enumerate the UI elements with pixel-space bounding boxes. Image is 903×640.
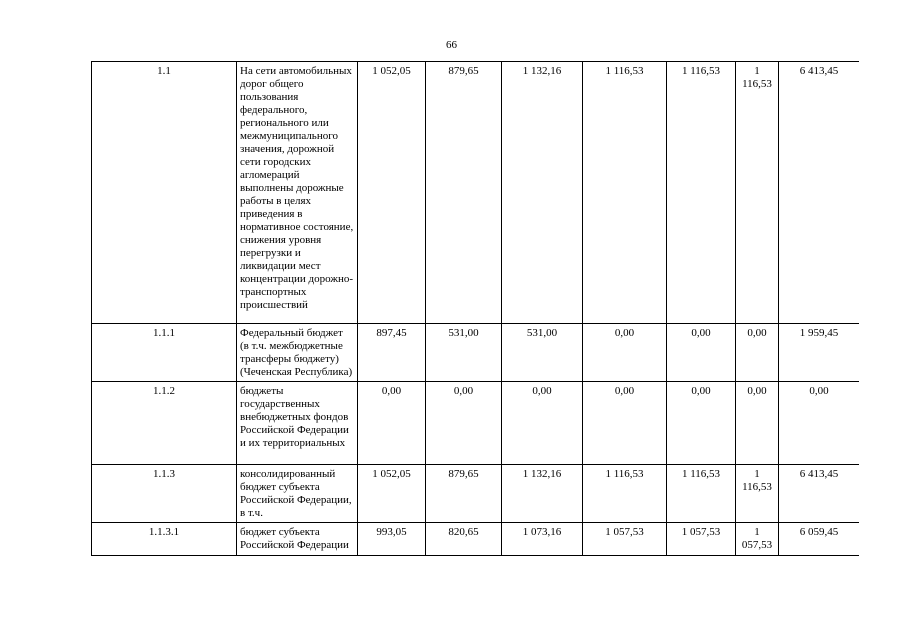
value-cell: 897,45 [358, 324, 426, 382]
table-row [92, 324, 860, 382]
value-cell: 0,00 [736, 382, 779, 465]
row-description [237, 382, 358, 465]
row-description: консолидированный бюджет субъекта Российской Федерации, в т.ч. [237, 465, 358, 523]
table-row [92, 382, 860, 465]
row-description: бюджет субъекта Российской Федерации [237, 523, 358, 557]
row-number: 1.1.3 [92, 465, 237, 523]
value-cell: 1 116,53 [736, 62, 779, 324]
value-cell: 1 116,53 [667, 62, 736, 324]
value-cell: 1 132,16 [502, 465, 583, 523]
row-description-text: бюджеты государственных внебюджетных фондов Российской Федерации и их территориальных [240, 385, 349, 449]
row-description: Федеральный бюджет (в т.ч. межбюджетные трансферы бюджету) (Чеченская Республика) [237, 324, 358, 382]
value-cell: 0,00 [736, 324, 779, 382]
budget-table [91, 61, 859, 556]
value-cell: 0,00 [502, 382, 583, 465]
row-number: 1.1.3.1 [92, 523, 237, 557]
value-cell: 0,00 [583, 324, 667, 382]
value-cell: 1 116,53 [736, 465, 779, 523]
value-cell: 0,00 [667, 324, 736, 382]
row-number: 1.1.2 [92, 382, 237, 465]
total-cell: 0,00 [779, 382, 860, 465]
value-cell: 1 116,53 [583, 465, 667, 523]
value-cell: 0,00 [426, 382, 502, 465]
total-cell: 6 413,45 [779, 62, 860, 324]
value-cell: 1 052,05 [358, 465, 426, 523]
value-cell: 1 073,16 [502, 523, 583, 557]
value-cell: 0,00 [583, 382, 667, 465]
total-cell: 6 413,45 [779, 465, 860, 523]
value-cell: 1 052,05 [358, 62, 426, 324]
table-row [92, 465, 860, 523]
value-cell: 879,65 [426, 62, 502, 324]
value-cell: 1 057,53 [736, 523, 779, 557]
value-cell: 531,00 [426, 324, 502, 382]
table-row [92, 62, 860, 324]
value-cell: 0,00 [358, 382, 426, 465]
value-cell: 1 132,16 [502, 62, 583, 324]
value-cell: 1 116,53 [583, 62, 667, 324]
page-number: 66 [446, 39, 457, 51]
value-cell: 0,00 [667, 382, 736, 465]
row-number: 1.1.1 [92, 324, 237, 382]
budget-table-container [91, 61, 859, 556]
value-cell: 993,05 [358, 523, 426, 557]
value-cell: 531,00 [502, 324, 583, 382]
value-cell: 1 057,53 [583, 523, 667, 557]
row-number: 1.1 [92, 62, 237, 324]
value-cell: 1 116,53 [667, 465, 736, 523]
total-cell: 1 959,45 [779, 324, 860, 382]
value-cell: 820,65 [426, 523, 502, 557]
value-cell: 879,65 [426, 465, 502, 523]
value-cell: 1 057,53 [667, 523, 736, 557]
table-row [92, 523, 860, 557]
row-description: На сети автомобильных дорог общего пользования федерального, регионального или межмуниципального значения, дорожной сети городских агломераций выполнены дорожные работы в целях приведения в нормативное состояние, снижения уровня перегрузки и ликвидации мест концентрации дорожно-транспортных происшествий [237, 62, 358, 324]
total-cell: 6 059,45 [779, 523, 860, 557]
